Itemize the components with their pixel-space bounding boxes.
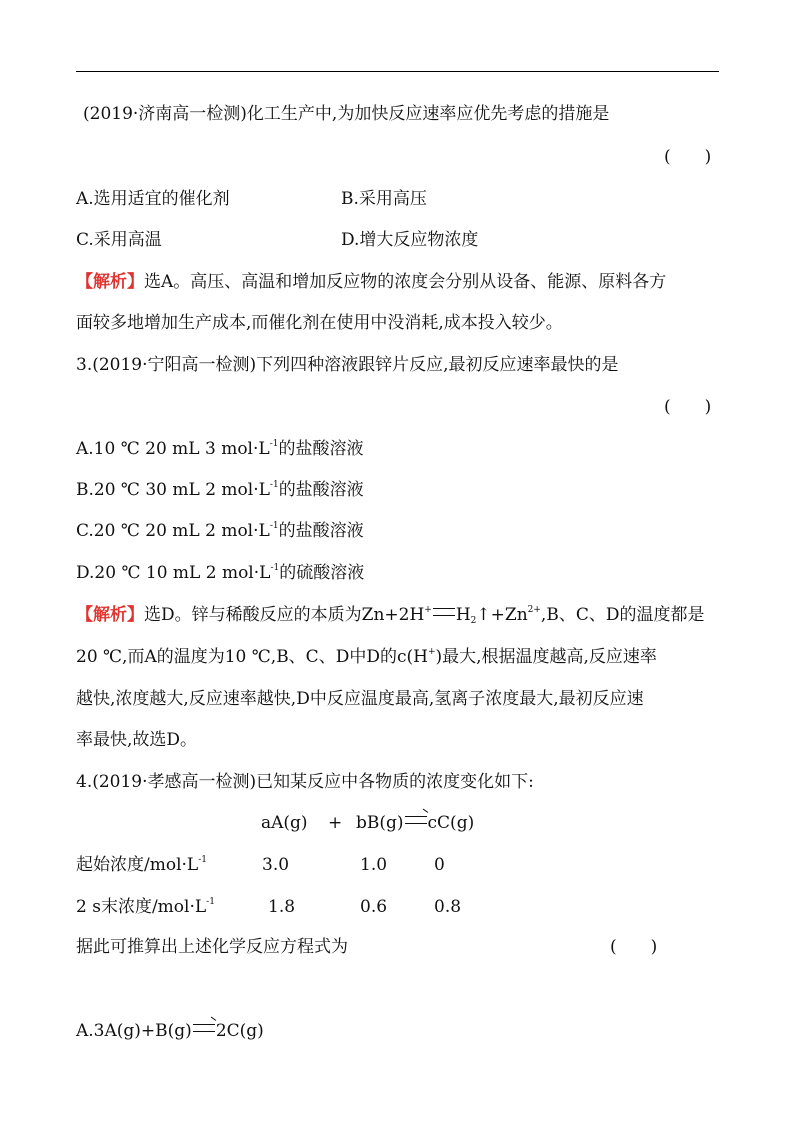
q3-analysis-line1 xyxy=(76,604,704,626)
q2-analysis-text1: 选A。高压、高温和增加反应物的浓度会分别从设备、能源、原料各方 xyxy=(144,272,667,292)
q2-option-a: A.选用适宜的催化剂 xyxy=(76,189,230,209)
superscript: 2+ xyxy=(527,605,541,615)
superscript: + xyxy=(427,647,436,657)
q4-eq-c: cC(g) xyxy=(427,813,475,833)
q2-analysis-line2: 面较多地增加生产成本,而催化剂在使用中没消耗,成本投入较少。 xyxy=(76,313,563,333)
q2-stem: (2019·济南高一检测)化工生产中,为加快反应速率应优先考虑的措施是 xyxy=(83,104,610,124)
analysis-tag: 【解析】 xyxy=(76,272,144,292)
superscript: -1 xyxy=(206,897,215,907)
q3-stem: 3.(2019·宁阳高一检测)下列四种溶液跟锌片反应,最初反应速率最快的是 xyxy=(76,355,619,375)
q4-row1-val-b: 1.0 xyxy=(360,855,388,875)
superscript: -1 xyxy=(269,480,279,490)
analysis-tag: 【解析】 xyxy=(76,605,144,625)
q3-option-a xyxy=(76,438,363,460)
q3-option-a-solution: 的盐酸溶液 xyxy=(278,439,364,459)
superscript: -1 xyxy=(269,521,279,531)
analysis-text: 20 ℃,而A的温度为10 ℃,B、C、D中D的c(H xyxy=(76,647,428,667)
q4-row2-val-c: 0.8 xyxy=(434,897,462,917)
q4-ask: 据此可推算出上述化学反应方程式为 xyxy=(76,937,348,957)
q3-answer-paren: ( ) xyxy=(664,397,712,417)
q3-option-b-solution: 的盐酸溶液 xyxy=(278,480,364,500)
reversible-arrow-icon xyxy=(405,816,427,824)
q4-option-a xyxy=(76,1020,264,1042)
q3-analysis-line3: 越快,浓度越大,反应速率越快,D中反应温度最高,氢离子浓度最大,最初反应速 xyxy=(76,689,644,709)
q4-option-a-left: A.3A(g)+B(g) xyxy=(76,1021,192,1041)
q4-eq-b-wrap xyxy=(356,812,474,834)
superscript: -1 xyxy=(198,855,207,865)
q3-analysis-line4: 率最快,故选D。 xyxy=(76,730,198,750)
superscript: + xyxy=(424,605,432,615)
q3-option-d-solution: 的硫酸溶液 xyxy=(279,563,365,583)
q4-option-a-right: 2C(g) xyxy=(215,1021,264,1041)
q3-option-d xyxy=(76,562,364,584)
q2-option-c: C.采用高温 xyxy=(76,230,162,250)
analysis-text: H xyxy=(455,605,471,625)
analysis-text: ↑+Zn xyxy=(476,605,528,625)
q4-eq-a: aA(g) xyxy=(261,813,308,833)
analysis-text: )最大,根据温度越高,反应速率 xyxy=(435,647,657,667)
q4-row2-val-b: 0.6 xyxy=(360,897,388,917)
q3-option-c-text: C.20 ℃ 20 mL 2 mol·L xyxy=(76,521,270,541)
q4-row1-label xyxy=(76,854,207,876)
analysis-text: 选D。锌与稀酸反应的本质为Zn+2H xyxy=(144,605,425,625)
q3-option-b xyxy=(76,479,364,501)
q3-option-b-text: B.20 ℃ 30 mL 2 mol·L xyxy=(76,480,270,500)
equals-sign-icon xyxy=(433,608,455,616)
analysis-text: ,B、C、D的温度都是 xyxy=(540,605,705,625)
q3-option-c xyxy=(76,520,364,542)
q4-row1-val-a: 3.0 xyxy=(262,855,290,875)
header-rule xyxy=(76,71,719,72)
reversible-arrow-icon xyxy=(193,1024,215,1032)
q2-analysis-line1 xyxy=(76,271,666,293)
q3-option-a-text: A.10 ℃ 20 mL 3 mol·L xyxy=(76,439,270,459)
q4-row2-val-a: 1.8 xyxy=(268,897,296,917)
q4-row2-label xyxy=(76,896,215,918)
q3-option-d-text: D.20 ℃ 10 mL 2 mol·L xyxy=(76,563,271,583)
q3-analysis-line2 xyxy=(76,646,657,668)
row-label-text: 2 s末浓度/mol·L xyxy=(76,897,207,917)
subscript: 2 xyxy=(470,616,477,626)
q4-row1-val-c: 0 xyxy=(434,855,445,875)
q2-option-b: B.采用高压 xyxy=(341,189,427,209)
q4-eq-plus: + xyxy=(328,813,343,833)
superscript: -1 xyxy=(270,563,280,573)
row-label-text: 起始浓度/mol·L xyxy=(76,855,199,875)
q2-answer-paren: ( ) xyxy=(664,147,712,167)
q4-answer-paren: ( ) xyxy=(610,937,658,957)
q4-stem: 4.(2019·孝感高一检测)已知某反应中各物质的浓度变化如下: xyxy=(76,772,534,792)
q3-option-c-solution: 的盐酸溶液 xyxy=(278,521,364,541)
q2-option-d: D.增大反应物浓度 xyxy=(341,230,479,250)
superscript: -1 xyxy=(269,439,279,449)
q4-eq-b: bB(g) xyxy=(356,813,404,833)
